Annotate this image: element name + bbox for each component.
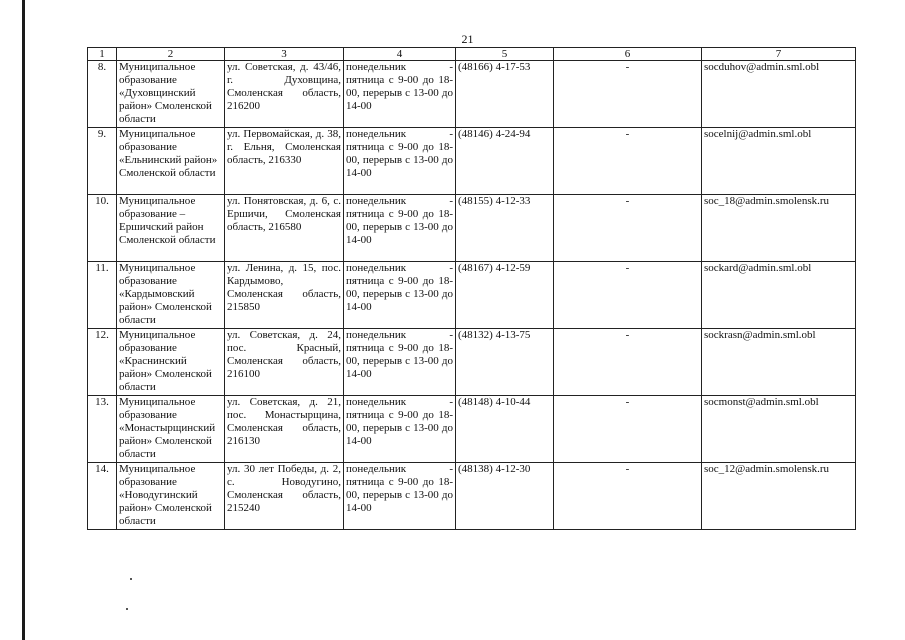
- municipality-name: Муниципальное образование «Ельнинский район» Смоленской области: [117, 128, 225, 195]
- row-number: 14.: [88, 463, 117, 530]
- empty-value-cell: -: [554, 61, 702, 128]
- column-header: 5: [456, 48, 554, 61]
- municipality-name: Муниципальное образование «Кардымовский район» Смоленской области: [117, 262, 225, 329]
- table-row: [88, 463, 856, 530]
- scan-speck: [126, 608, 128, 610]
- column-header: 1: [88, 48, 117, 61]
- table-row: [88, 61, 856, 128]
- email-cell: socmonst@admin.sml.obl: [702, 396, 856, 463]
- email-cell: soc_12@admin.smolensk.ru: [702, 463, 856, 530]
- phone-cell: (48138) 4-12-30: [456, 463, 554, 530]
- address-cell: ул. Советская, д. 43/46, г. Духовщина, Смоленская область, 216200: [225, 61, 344, 128]
- page-number: 21: [461, 32, 474, 46]
- working-hours-cell: понедельник - пятница с 9-00 до 18-00, перерыв с 13-00 до 14-00: [344, 463, 456, 530]
- column-header: 3: [225, 48, 344, 61]
- phone-cell: (48132) 4-13-75: [456, 329, 554, 396]
- empty-value-cell: -: [554, 195, 702, 262]
- scan-speck: [130, 578, 132, 580]
- column-header: 4: [344, 48, 456, 61]
- row-number: 13.: [88, 396, 117, 463]
- working-hours-cell: понедельник - пятница с 9-00 до 18-00, перерыв с 13-00 до 14-00: [344, 195, 456, 262]
- email-cell: sockard@admin.sml.obl: [702, 262, 856, 329]
- contacts-table: [87, 47, 856, 530]
- working-hours-cell: понедельник - пятница с 9-00 до 18-00, перерыв с 13-00 до 14-00: [344, 329, 456, 396]
- municipality-name: Муниципальное образование «Духовщинский район» Смоленской области: [117, 61, 225, 128]
- address-cell: ул. Советская, д. 24, пос. Красный, Смоленская область, 216100: [225, 329, 344, 396]
- table-row: [88, 262, 856, 329]
- phone-cell: (48146) 4-24-94: [456, 128, 554, 195]
- email-cell: soc_18@admin.smolensk.ru: [702, 195, 856, 262]
- row-number: 10.: [88, 195, 117, 262]
- table-row: [88, 396, 856, 463]
- empty-value-cell: -: [554, 128, 702, 195]
- municipality-name: Муниципальное образование «Краснинский район» Смоленской области: [117, 329, 225, 396]
- row-number: 11.: [88, 262, 117, 329]
- municipality-name: Муниципальное образование «Монастырщинский район» Смоленской области: [117, 396, 225, 463]
- row-number: 12.: [88, 329, 117, 396]
- empty-value-cell: -: [554, 396, 702, 463]
- address-cell: ул. Ленина, д. 15, пос. Кардымово, Смоленская область, 215850: [225, 262, 344, 329]
- address-cell: ул. Понятовская, д. 6, с. Ершичи, Смоленская область, 216580: [225, 195, 344, 262]
- email-cell: sockrasn@admin.sml.obl: [702, 329, 856, 396]
- working-hours-cell: понедельник - пятница с 9-00 до 18-00, перерыв с 13-00 до 14-00: [344, 396, 456, 463]
- municipality-name: Муниципальное образование «Новодугинский район» Смоленской области: [117, 463, 225, 530]
- working-hours-cell: понедельник - пятница с 9-00 до 18-00, перерыв с 13-00 до 14-00: [344, 128, 456, 195]
- table-row: [88, 128, 856, 195]
- email-cell: socduhov@admin.sml.obl: [702, 61, 856, 128]
- working-hours-cell: понедельник - пятница с 9-00 до 18-00, перерыв с 13-00 до 14-00: [344, 61, 456, 128]
- address-cell: ул. Первомайская, д. 38, г. Ельня, Смоленская область, 216330: [225, 128, 344, 195]
- column-header: 2: [117, 48, 225, 61]
- table-header-row: [88, 48, 856, 61]
- address-cell: ул. Советская, д. 21, пос. Монастырщина, Смоленская область, 216130: [225, 396, 344, 463]
- page-edge-bar: [22, 0, 25, 640]
- email-cell: socelnij@admin.sml.obl: [702, 128, 856, 195]
- column-header: 6: [554, 48, 702, 61]
- phone-cell: (48155) 4-12-33: [456, 195, 554, 262]
- empty-value-cell: -: [554, 329, 702, 396]
- row-number: 9.: [88, 128, 117, 195]
- column-header: 7: [702, 48, 856, 61]
- address-cell: ул. 30 лет Победы, д. 2, с. Новодугино, Смоленская область, 215240: [225, 463, 344, 530]
- table-row: [88, 329, 856, 396]
- table-row: [88, 195, 856, 262]
- phone-cell: (48167) 4-12-59: [456, 262, 554, 329]
- empty-value-cell: -: [554, 463, 702, 530]
- empty-value-cell: -: [554, 262, 702, 329]
- municipality-name: Муниципальное образование – Ершичский район Смоленской области: [117, 195, 225, 262]
- phone-cell: (48148) 4-10-44: [456, 396, 554, 463]
- row-number: 8.: [88, 61, 117, 128]
- phone-cell: (48166) 4-17-53: [456, 61, 554, 128]
- working-hours-cell: понедельник - пятница с 9-00 до 18-00, перерыв с 13-00 до 14-00: [344, 262, 456, 329]
